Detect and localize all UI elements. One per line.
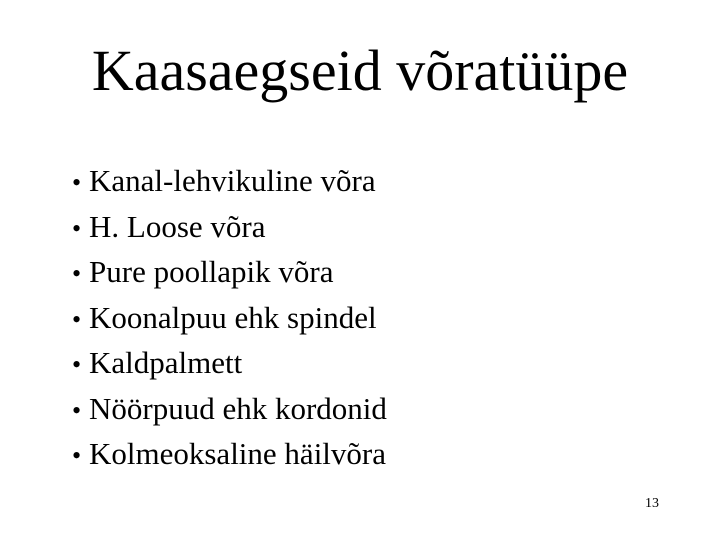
bullet-item — [72, 299, 387, 345]
bullet-item — [72, 435, 387, 481]
bullet-icon: • — [72, 213, 82, 243]
bullet-list — [72, 162, 387, 481]
bullet-icon: • — [72, 259, 82, 288]
bullet-icon: • — [72, 441, 82, 470]
bullet-text: Kaldpalmett — [89, 345, 243, 380]
bullet-item — [72, 208, 387, 254]
bullet-item — [72, 344, 387, 390]
bullet-text: Pure poollapik võra — [89, 254, 334, 289]
bullet-text: Nöörpuud ehk kordonid — [89, 390, 387, 426]
bullet-icon: • — [72, 304, 82, 334]
slide-title: Kaasaegseid võratüüpe — [91, 38, 629, 103]
bullet-item — [72, 253, 387, 299]
page-number: 13 — [645, 496, 659, 511]
bullet-text: Kolmeoksaline häilvõra — [89, 436, 386, 471]
bullet-text: H. Loose võra — [89, 208, 266, 244]
bullet-icon: • — [72, 168, 82, 197]
bullet-item — [72, 162, 387, 208]
bullet-text: Koonalpuu ehk spindel — [89, 299, 377, 335]
bullet-icon: • — [72, 395, 82, 425]
bullet-icon: • — [72, 350, 82, 379]
bullet-text: Kanal-lehvikuline võra — [89, 163, 376, 198]
bullet-item — [72, 390, 387, 436]
